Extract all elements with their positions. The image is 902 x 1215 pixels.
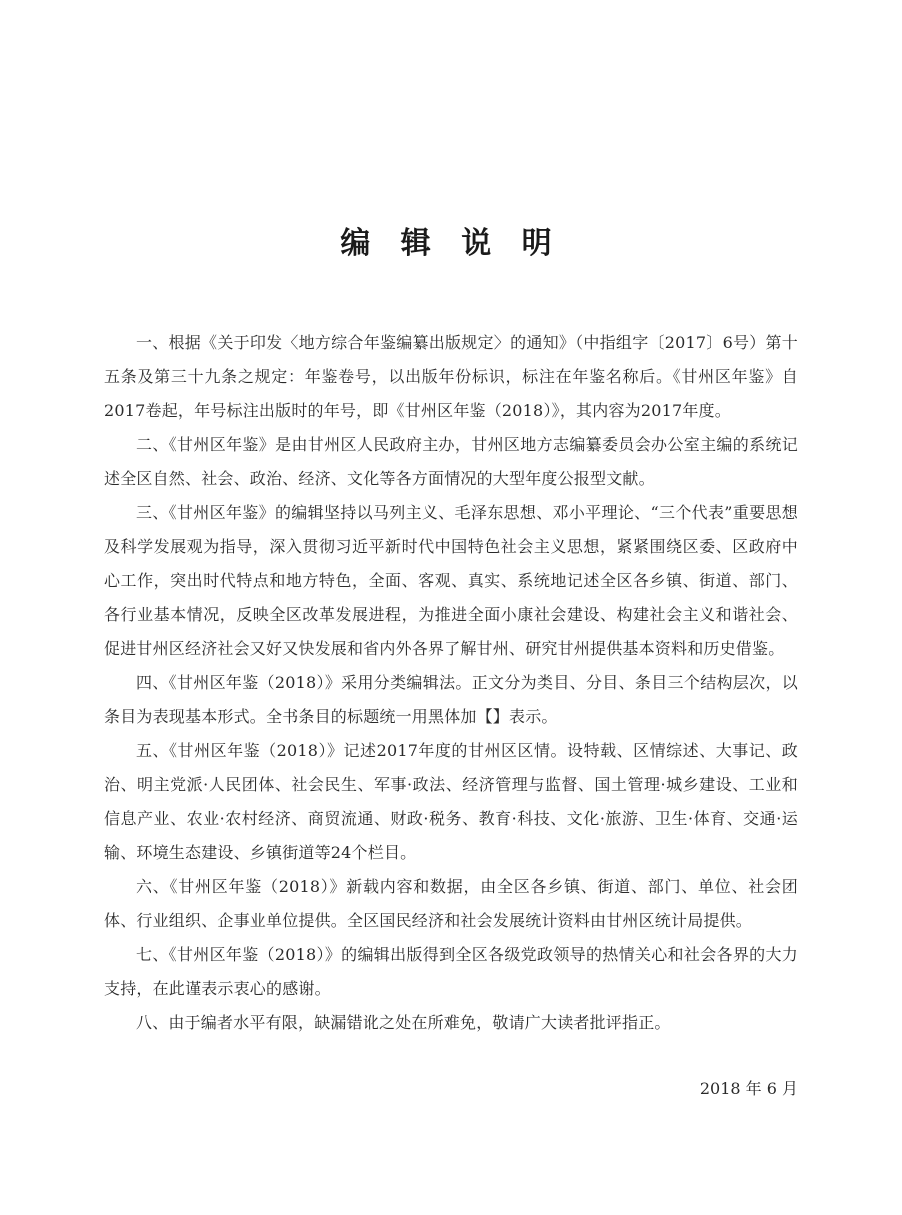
paragraph-2: 二、《甘州区年鉴》是由甘州区人民政府主办，甘州区地方志编纂委员会办公室主编的系统记述全区自然、社会、政治、经济、文化等各方面情况的大型年度公报型文献。: [104, 435, 798, 488]
document-body: [104, 326, 798, 1040]
paragraph-8: 八、由于编者水平有限，缺漏错讹之处在所难免，敬请广大读者批评指正。: [136, 1013, 671, 1032]
paragraph-1: 一、根据《关于印发〈地方综合年鉴编纂出版规定〉的通知》（中指组字〔2017〕6号）第十五条及第三十九条之规定：年鉴卷号，以出版年份标识，标注在年鉴名称后。《甘州区年鉴》自2017卷起，年号标注出版时的年号，即《甘州区年鉴（2018）》，其内容为2017年度。: [104, 333, 798, 420]
paragraph-6: 六、《甘州区年鉴（2018）》新载内容和数据，由全区各乡镇、街道、部门、单位、社会团体、行业组织、企事业单位提供。全区国民经济和社会发展统计资料由甘州区统计局提供。: [104, 877, 798, 930]
paragraph-4: 四、《甘州区年鉴（2018）》采用分类编辑法。正文分为类目、分目、条目三个结构层次，以条目为表现基本形式。全书条目的标题统一用黑体加【】表示。: [104, 673, 798, 726]
page-title: 编 辑 说 明: [340, 226, 562, 261]
paragraph-7: 七、《甘州区年鉴（2018）》的编辑出版得到全区各级党政领导的热情关心和社会各界的大力支持，在此谨表示衷心的感谢。: [104, 945, 798, 998]
paragraph-5: 五、《甘州区年鉴（2018）》记述2017年度的甘州区区情。设特载、区情综述、大事记、政治、明主党派·人民团体、社会民生、军事·政法、经济管理与监督、国土管理·城乡建设、工业和信息产业、农业·农村经济、商贸流通、财政·税务、教育·科技、文化·旅游、卫生·体育、交通·运输、环境生态建设、乡镇街道等24个栏目。: [104, 741, 798, 862]
signature-date: 2018 年 6 月: [699, 1079, 798, 1098]
paragraph-3: 三、《甘州区年鉴》的编辑坚持以马列主义、毛泽东思想、邓小平理论、“三个代表”重要思想及科学发展观为指导，深入贯彻习近平新时代中国特色社会主义思想，紧紧围绕区委、区政府中心工作，突出时代特点和地方特色，全面、客观、真实、系统地记述全区各乡镇、街道、部门、各行业基本情况，反映全区改革发展进程，为推进全面小康社会建设、构建社会主义和谐社会、促进甘州区经济社会又好又快发展和省内外各界了解甘州、研究甘州提供基本资料和历史借鉴。: [104, 503, 798, 658]
